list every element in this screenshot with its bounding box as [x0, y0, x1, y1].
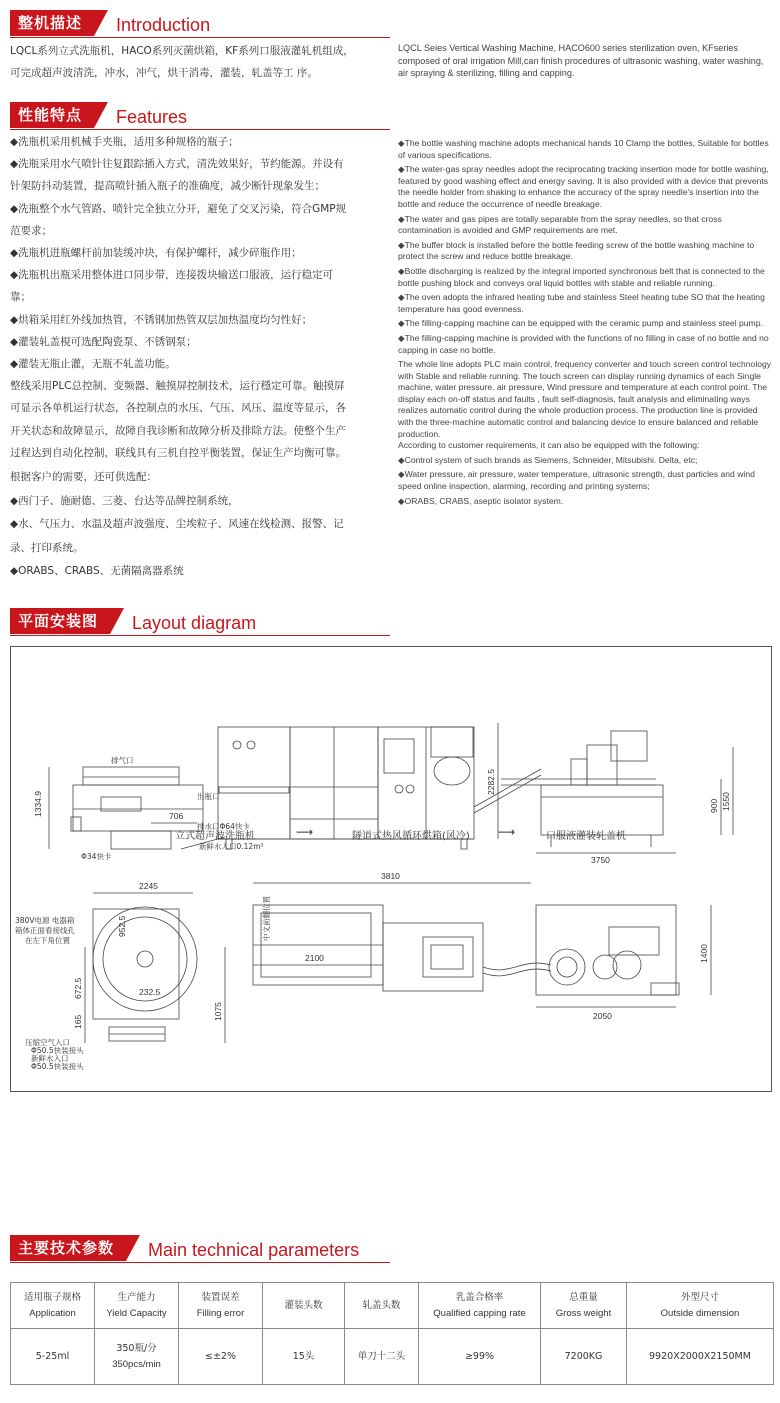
dim-label: 952.5 — [117, 915, 127, 937]
table-cell: ≥99% — [419, 1329, 541, 1385]
features-zh-line: ◆洗瓶机出瓶采用整体进口同步带，连接拨块输送口服液，运行稳定可 — [10, 269, 334, 282]
table-header-cell: 轧盖头数 — [345, 1283, 419, 1329]
features-zh — [10, 131, 346, 464]
dim-label: 2100 — [305, 953, 324, 963]
features-en-para: ◆The bottle washing machine adopts mechanical hands 10 Clamp the bottles, Suitable for bottles of various specifications. — [398, 138, 769, 160]
divider — [10, 1262, 390, 1263]
layout-header — [10, 608, 390, 634]
dim-label: 165 — [73, 1014, 83, 1029]
dim-label: 706 — [169, 811, 184, 821]
divider — [10, 37, 390, 38]
note-label: 箱体正面看接线孔 — [15, 926, 75, 935]
features-en-para: ◆ORABS, CRABS, aseptic isolator system. — [398, 495, 564, 506]
table-header-row — [11, 1283, 774, 1329]
divider — [10, 129, 390, 130]
note-label: 新鲜水入口 — [31, 1054, 69, 1063]
table-cell: ≤±2% — [179, 1329, 263, 1385]
options-zh-line: ◆水、气压力、水温及超声波强度、尘埃粒子、风速在线检测、报警、记 — [10, 518, 344, 530]
features-en-para: ◆The water-gas spray needles adopt the reciprocating tracking insertion mode for bottle washing, featured by good washing effect and energy saving. It is also provided with a device that prevents the needle holder from shaking to enhance the accuracy of the spray needle's insertion into the bottle and reduce the occurrence of needle breakage. — [398, 164, 769, 209]
features-zh-line: 可显示各单机运行状态，各控制点的水压、气压、风压、温度等显示，各 — [10, 402, 346, 415]
features-zh-line: ◆灌装轧盖梘可选配陶瓷泵、不锈钢泵； — [10, 335, 197, 348]
flow-step-1: 立式超声波洗瓶机 — [175, 831, 255, 842]
table-header-cell: 外型尺寸 Outside dimension — [627, 1283, 774, 1329]
table-cell: 5-25ml — [11, 1329, 95, 1385]
divider — [10, 635, 390, 636]
features-tag: 性能特点 — [10, 102, 94, 128]
options-zh-line: 录、打印系统。 — [10, 541, 84, 554]
table-header-cell: 乳盖合格率 Qualified capping rate — [419, 1283, 541, 1329]
params-header — [10, 1235, 390, 1261]
intro-en-text: LQCL Seies Vertical Washing Machine, HACO600 series sterilization oven, KFseries composed of oral irrigation Mill,can finish procedures of ultrasonic washing, water washing, air spraying & sterilizing, filling and capping. — [398, 43, 764, 79]
note-label: 压缩空气入口 — [25, 1038, 70, 1047]
dim-label: 2050 — [593, 1011, 612, 1021]
intro-zh — [10, 40, 354, 84]
note-label: 380V电源 电器箱 — [15, 916, 75, 925]
features-en-para: ◆Water pressure, air pressure, water temperature, ultrasonic strength, dust particles and wind speed online inspection, alarming, recording and printing systems; — [398, 469, 755, 492]
features-en-para: ◆The buffer block is installed before the bottle feeding screw of the bottle washing machine to protect the screw and reduce bottle breakage. — [398, 239, 755, 262]
note-label: Φ34快卡 — [81, 852, 112, 861]
features-en-para: The whole line adopts PLC main control, frequency converter and touch screen control technology with Stable and reliable running. The touch screen can display running dynamics of each Single machine, water pressure. air pressure, Wind pressure and temperature at each control point. The display each on-off status and faults , fault self-diagnosis, fault analysis and eliminating ways realizes automatic control during the whole production process. The production line is provided with the three-machine automatic control and balancing device to ensure balanced and reliable production. — [398, 359, 772, 439]
features-en-para: According to customer requirements, it can also be equipped with the following: — [398, 440, 700, 451]
features-en-para: ◆The filling-capping machine is provided with the functions of no filling in case of no bottle and no capping in case no bottle. — [398, 332, 769, 355]
features-zh-line: ◆洗瓶机采用机械手夹瓶，适用多种规格的瓶子； — [10, 136, 239, 148]
features-zh-line: ◆烘箱采用红外线加热管，不锈钢加热管双层加热温度均匀性好； — [10, 313, 313, 326]
options-zh-line: ◆西门子、施耐德、三菱、台达等品牌控制系统， — [10, 494, 239, 507]
note-label: 在左下角位置 — [25, 936, 70, 945]
flow-arrow: ⟶ — [296, 825, 314, 839]
layout-drawing — [11, 647, 771, 1091]
features-zh-line: ◆洗瓶机进瓶螺杆前加装缓冲块，有保护螺杆，减少碎瓶作用； — [10, 247, 302, 260]
params-title: Main technical parameters — [148, 1240, 360, 1260]
intro-tag: 整机描述 — [10, 10, 94, 36]
intro-zh-line: 可完成超声波清洗，冲水，冲气，烘干消毒，灌装，轧盖等工 序。 — [10, 67, 318, 79]
note-label: 出瓶口 — [197, 792, 220, 801]
table-header-cell: 适用瓶子规格 Application — [11, 1283, 95, 1329]
intro-title: Introduction — [116, 15, 211, 35]
table-cell: 350瓶/分 350pcs/min — [95, 1329, 179, 1385]
dim-label: 2245 — [139, 881, 158, 891]
dim-label: 1075 — [213, 1002, 223, 1021]
table-row — [11, 1329, 774, 1385]
flow-arrow: ⟶ — [498, 825, 516, 839]
dim-label: 900 — [709, 798, 719, 813]
dim-label: 3810 — [381, 871, 400, 881]
features-zh-line: 过程达到自动化控制，联线具有三机自控平衡装置，保证生产均衡可靠。 — [10, 446, 346, 459]
features-en-para: ◆The oven adopts the infrared heating tube and stainless Steel heating tube SO that the heating temperature has good evenness. — [398, 292, 765, 314]
features-zh-line: 范要求； — [10, 224, 52, 237]
dim-label: 2282.5 — [486, 769, 496, 795]
features-zh-line: 整线采用PLC总控制、变频器、触摸屏控制技术，运行穩定可靠。触摸屏 — [10, 380, 345, 393]
flow-step-3: 口服液灌装轧盖机 — [546, 831, 626, 842]
flow-step-2: 隧道式热风循环烘箱(风冷) — [352, 831, 470, 842]
washer-top — [83, 767, 179, 785]
features-en — [398, 138, 772, 510]
dim-label: 672.5 — [73, 977, 83, 999]
table-header-cell: 生产能力 Yield Capacity — [95, 1283, 179, 1329]
features-zh-line: 开关状态和故障显示，故障自我诊断和故障分析及排除方法。使整个生产 — [10, 424, 346, 437]
features-options-zh — [10, 466, 344, 584]
intro-header — [10, 10, 390, 36]
options-zh-line: ◆ORABS、CRABS、无菌隔离器系统 — [10, 565, 184, 577]
washer-body — [73, 785, 203, 831]
features-zh-line: 针架防抖动装置，提高喷针插入瓶子的准确度，减少断针现象发生； — [10, 180, 325, 193]
table-header-cell: 总重量 Gross weight — [541, 1283, 627, 1329]
note-label: 中文前翻位置 — [262, 896, 271, 941]
note-label: Φ50.5快装接头 — [31, 1046, 84, 1055]
note-label: 新鲜水入口0.12m³ — [199, 842, 264, 851]
features-en-para: ◆The water and gas pipes are totally separable from the spray needles, so that cross contamination is avoided and GMP requirements are met. — [398, 213, 722, 236]
table-header-cell: 装置误差 Filling error — [179, 1283, 263, 1329]
params-table — [10, 1282, 774, 1385]
note-label: 排气口 — [111, 756, 134, 765]
dim-label: 1400 — [699, 944, 709, 963]
features-en-para: ◆Bottle discharging is realized by the integral imported synchronous belt that is connected to the bottle pushing block and conveys oral liquid bottles with stable and reliable running. — [398, 265, 765, 288]
features-title: Features — [116, 107, 188, 127]
features-en-para: ◆The filling-capping machine can be equipped with the ceramic pump and stainless steel pump. — [398, 318, 763, 329]
params-tag: 主要技术参数 — [10, 1235, 126, 1261]
options-zh-line: 根据客户的需要，还可供选配： — [10, 471, 157, 483]
features-zh-line: ◆洗瓶整个水气管路、喷针完全独立分开，避免了交叉污染，符合GMP规 — [10, 202, 347, 215]
table-cell: 15头 — [263, 1329, 345, 1385]
dim-label: 232.5 — [139, 987, 161, 997]
intro-zh-line: LQCL系列立式洗瓶机，HACO系列灭菌烘箱，KF系列口服液灌轧机组成， — [10, 45, 354, 57]
dim-label: 1550 — [721, 792, 731, 811]
table-cell: 7200KG — [541, 1329, 627, 1385]
features-zh-line: ◆灌装无瓶止灌，无瓶不轧盖功能。 — [10, 358, 176, 371]
features-zh-line: 靠； — [10, 291, 31, 304]
dim-label: 3750 — [591, 855, 610, 865]
table-cell: 单刀十二头 — [345, 1329, 419, 1385]
note-label: Φ50.5快装接头 — [31, 1062, 84, 1071]
features-zh-line: ◆洗瓶采用水气喷针往复跟踪插入方式，清洗效果好，节约能源。并设有 — [10, 158, 344, 171]
layout-tag: 平面安装图 — [10, 608, 110, 634]
table-cell: 9920X2000X2150MM — [627, 1329, 774, 1385]
note-label: 排水口Φ64快卡 — [197, 822, 250, 831]
layout-title: Layout diagram — [132, 613, 257, 633]
features-en-para: ◆Control system of such brands as Siemens, Schneider, Mitsubishi. Delta, etc; — [398, 454, 698, 465]
layout-diagram — [10, 646, 772, 1092]
table-header-cell: 灌装头数 — [263, 1283, 345, 1329]
intro-en — [398, 42, 772, 83]
dim-label: 1334.9 — [33, 791, 43, 817]
features-header — [10, 102, 390, 128]
